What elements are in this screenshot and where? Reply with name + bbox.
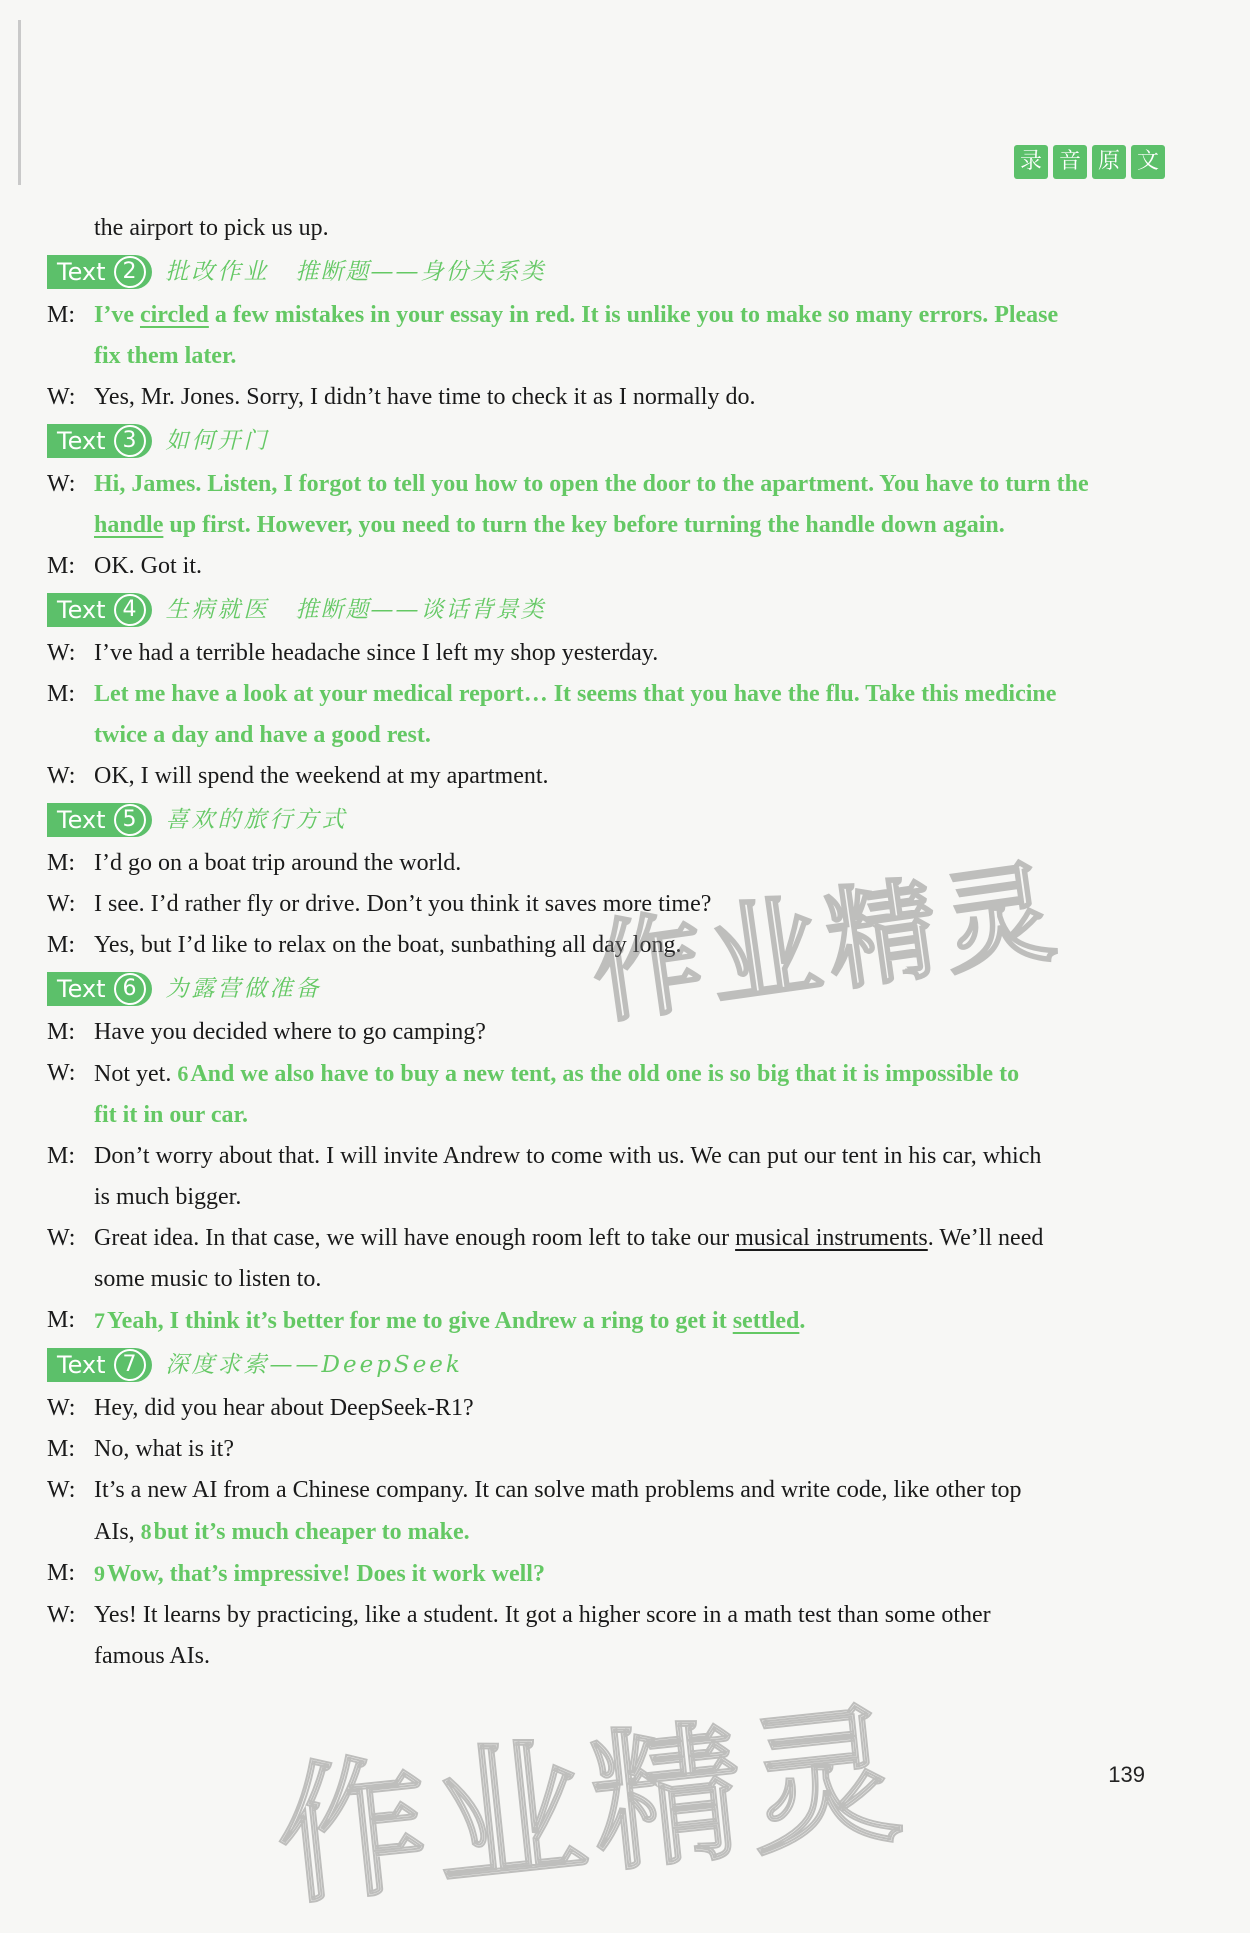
page-number: 139	[1108, 1762, 1145, 1787]
label-char: 文	[1131, 145, 1165, 179]
question-marker: 9	[94, 1561, 105, 1586]
number-circle: 5	[114, 804, 146, 836]
text-heading-3	[47, 418, 1172, 464]
heading-topic: 喜欢的旅行方式	[165, 806, 348, 833]
dialogue-line	[47, 1595, 1172, 1677]
speaker: M:	[47, 681, 76, 707]
heading-topic: 批改作业	[165, 258, 270, 285]
number-circle: 6	[114, 973, 146, 1005]
heading-topic: 如何开门	[165, 427, 270, 454]
dialogue-line	[47, 1429, 1172, 1470]
speaker: W:	[47, 1395, 76, 1421]
speaker: M:	[47, 932, 76, 958]
number-circle: 4	[114, 594, 146, 626]
speaker: M:	[47, 1307, 76, 1333]
dialogue-line	[47, 1300, 1172, 1342]
transcript-body	[47, 208, 1172, 1677]
dialogue-line	[47, 464, 1172, 546]
dialogue-line	[47, 674, 1172, 756]
text-heading-2	[47, 249, 1172, 295]
speaker: M:	[47, 1436, 76, 1462]
text-badge: Text 5	[47, 803, 152, 837]
speaker: M:	[47, 1143, 76, 1169]
text-heading-4	[47, 587, 1172, 633]
dialogue-line	[47, 1553, 1172, 1595]
utterance: Yes, but I’d like to relax on the boat, sunbathing all day long.	[94, 932, 682, 958]
number-circle: 2	[114, 256, 146, 288]
speaker: W:	[47, 1225, 76, 1251]
watermark-logo: 作业精灵	[584, 846, 1070, 1040]
dialogue-line	[47, 1053, 1172, 1136]
heading-topic: 深度求索——DeepSeek	[165, 1351, 463, 1378]
utterance: It’s a new AI from a Chinese company. It can solve math problems and write code, like other top AIs, 8but it’s much cheaper to make.	[94, 1477, 1022, 1545]
dialogue-line	[47, 843, 1172, 884]
utterance: Great idea. In that case, we will have enough room left to take our musical instruments. We’ll need some music to listen to.	[94, 1225, 1044, 1292]
speaker: M:	[47, 553, 76, 579]
speaker: W:	[47, 471, 76, 497]
dialogue-line	[47, 295, 1172, 377]
speaker: W:	[47, 1602, 76, 1628]
question-marker: 6	[177, 1061, 189, 1086]
speaker: M:	[47, 302, 76, 328]
binding-edge	[18, 20, 21, 185]
dialogue-line	[47, 546, 1172, 587]
speaker: W:	[47, 1477, 76, 1503]
utterance: Hey, did you hear about DeepSeek-R1?	[94, 1395, 474, 1421]
text-badge: Text 7	[47, 1348, 152, 1382]
speaker: W:	[47, 891, 76, 917]
dialogue-line	[47, 1136, 1172, 1218]
utterance: Yes, Mr. Jones. Sorry, I didn’t have time to check it as I normally do.	[94, 384, 756, 410]
continuation-line: the airport to pick us up.	[94, 215, 329, 241]
heading-question-type: 推断题——身份关系类	[295, 258, 546, 285]
text-badge: Text 3	[47, 424, 152, 458]
label-char: 录	[1014, 145, 1048, 179]
utterance: OK, I will spend the weekend at my apartment.	[94, 763, 549, 789]
text-badge: Text 4	[47, 593, 152, 627]
speaker: M:	[47, 850, 76, 876]
utterance: Yes! It learns by practicing, like a student. It got a higher score in a math test than some other famous AIs.	[94, 1602, 991, 1669]
utterance: I see. I’d rather fly or drive. Don’t you think it saves more time?	[94, 891, 712, 917]
speaker: W:	[47, 1060, 76, 1086]
dialogue-line	[47, 925, 1172, 966]
dialogue-line	[47, 1218, 1172, 1300]
dialogue-line	[47, 1012, 1172, 1053]
heading-topic: 为露营做准备	[165, 975, 322, 1002]
speaker: M:	[47, 1019, 76, 1045]
label-char: 音	[1053, 145, 1087, 179]
text-heading-7	[47, 1342, 1172, 1388]
utterance-key: Let me have a look at your medical report… It seems that you have the flu. Take this medicine twice a day and have a good rest.	[94, 681, 1057, 748]
utterance-key: 9Wow, that’s impressive! Does it work well?	[94, 1561, 545, 1587]
dialogue-line	[47, 633, 1172, 674]
heading-topic: 生病就医	[165, 596, 270, 623]
number-circle: 3	[114, 425, 146, 457]
utterance: OK. Got it.	[94, 553, 202, 579]
speaker: W:	[47, 640, 76, 666]
dialogue-line	[47, 1470, 1172, 1553]
dialogue-line	[47, 756, 1172, 797]
utterance: Have you decided where to go camping?	[94, 1019, 486, 1045]
label-char: 原	[1092, 145, 1126, 179]
utterance: No, what is it?	[94, 1436, 234, 1462]
speaker: W:	[47, 384, 76, 410]
speaker: W:	[47, 763, 76, 789]
utterance: Don’t worry about that. I will invite Andrew to come with us. We can put our tent in his car, which is much bigger.	[94, 1143, 1042, 1210]
text-heading-5	[47, 797, 1172, 843]
question-marker: 8	[140, 1519, 152, 1544]
utterance: I’d go on a boat trip around the world.	[94, 850, 462, 876]
text-heading-6	[47, 966, 1172, 1012]
number-circle: 7	[114, 1349, 146, 1381]
speaker: M:	[47, 1560, 76, 1586]
dialogue-line	[47, 1388, 1172, 1429]
heading-question-type: 推断题——谈话背景类	[295, 596, 546, 623]
section-label-transcript	[1014, 145, 1165, 179]
utterance: Not yet. 6And we also have to buy a new tent, as the old one is so big that it is impossible to fit it in our car.	[94, 1061, 1020, 1128]
dialogue-line	[47, 884, 1172, 925]
utterance: I’ve had a terrible headache since I left my shop yesterday.	[94, 640, 659, 666]
utterance-key: I’ve circled a few mistakes in your essay in red. It is unlike you to make so many errors. Please fix them later.	[94, 302, 1059, 369]
question-marker: 7	[94, 1308, 105, 1333]
text-badge: Text 6	[47, 972, 152, 1006]
dialogue-line	[47, 377, 1172, 418]
watermark-logo: 作业精灵	[269, 1687, 916, 1927]
text-badge: Text 2	[47, 255, 152, 289]
utterance-key: Hi, James. Listen, I forgot to tell you how to open the door to the apartment. You have to turn the handle up first. However, you need to turn the key before turning the handle down again.	[94, 471, 1089, 538]
utterance-key: 7Yeah, I think it’s better for me to give Andrew a ring to get it settled.	[94, 1308, 806, 1334]
